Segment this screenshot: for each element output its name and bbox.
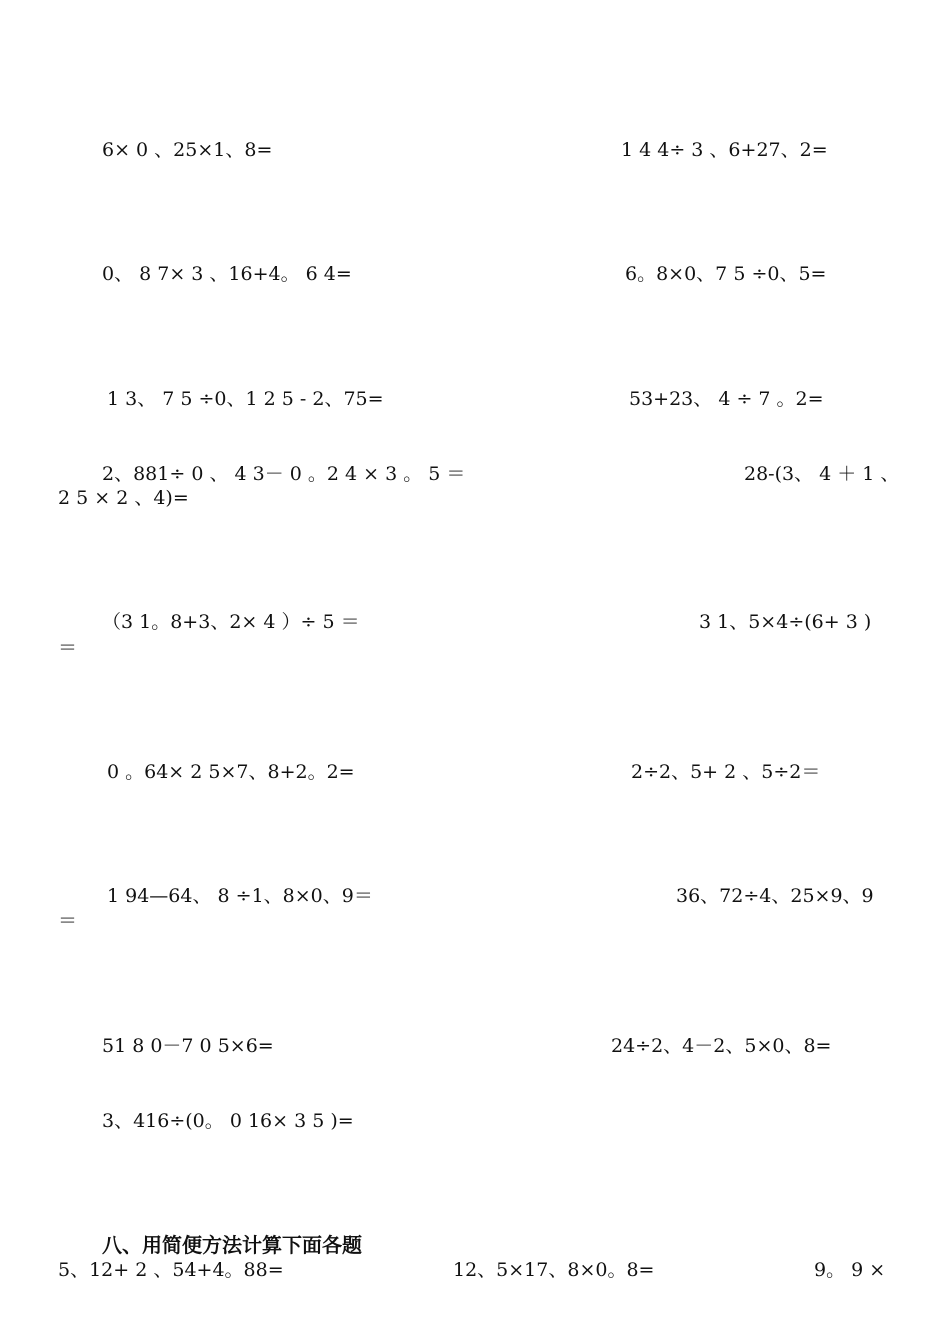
problem-6: 53+23、 4 ÷ 7 。2= [629, 388, 824, 410]
section-problem-3: 9。 9 × [814, 1259, 886, 1281]
problem-17: 3、416÷(0。 0 16× 3 5 )= [102, 1110, 354, 1132]
problem-5: 1 3、 7 5 ÷0、1 2 5 - 2、75= [107, 388, 384, 410]
problem-2: 1 4 4÷ 3 、6+27、2= [621, 139, 828, 161]
problem-8-part-2: 2 5 × 2 、4)= [58, 487, 189, 509]
problem-14: 36、72÷4、25×9、9 [676, 885, 874, 907]
problem-10: 3 1、5×4÷(6+ 3 ) [699, 611, 872, 633]
problem-13: 1 94—64、 8 ÷1、8×0、9＝ [107, 885, 373, 907]
problem-9-equals: ＝ [58, 637, 78, 659]
problem-8-part-1: 28-(3、 4 ＋ 1 、 [744, 463, 900, 485]
problem-1: 6× 0 、25×1、8= [102, 139, 273, 161]
section-problem-2: 12、5×17、8×0。8= [453, 1259, 655, 1281]
problem-7: 2、881÷ 0 、 4 3－ 0 。2 4 × 3 。 5 ＝ [102, 463, 466, 485]
problem-15: 51 8 0－7 0 5×6= [102, 1035, 274, 1057]
problem-16: 24÷2、4－2、5×0、8= [611, 1035, 832, 1057]
problem-9: （3 1。8+3、2× 4 ）÷ 5 ＝ [102, 611, 360, 633]
problem-13-equals: ＝ [58, 910, 78, 932]
problem-11: 0 。64× 2 5×7、8+2。2= [107, 761, 355, 783]
problem-4: 6。8×0、7 5 ÷0、5= [625, 263, 827, 285]
problem-12: 2÷2、5+ 2 、5÷2＝ [631, 761, 821, 783]
section-problem-1: 5、12+ 2 、54+4。88= [58, 1259, 284, 1281]
section-heading: 八、用简便方法计算下面各题 [102, 1233, 362, 1257]
problem-3: 0、 8 7× 3 、16+4。 6 4= [102, 263, 352, 285]
